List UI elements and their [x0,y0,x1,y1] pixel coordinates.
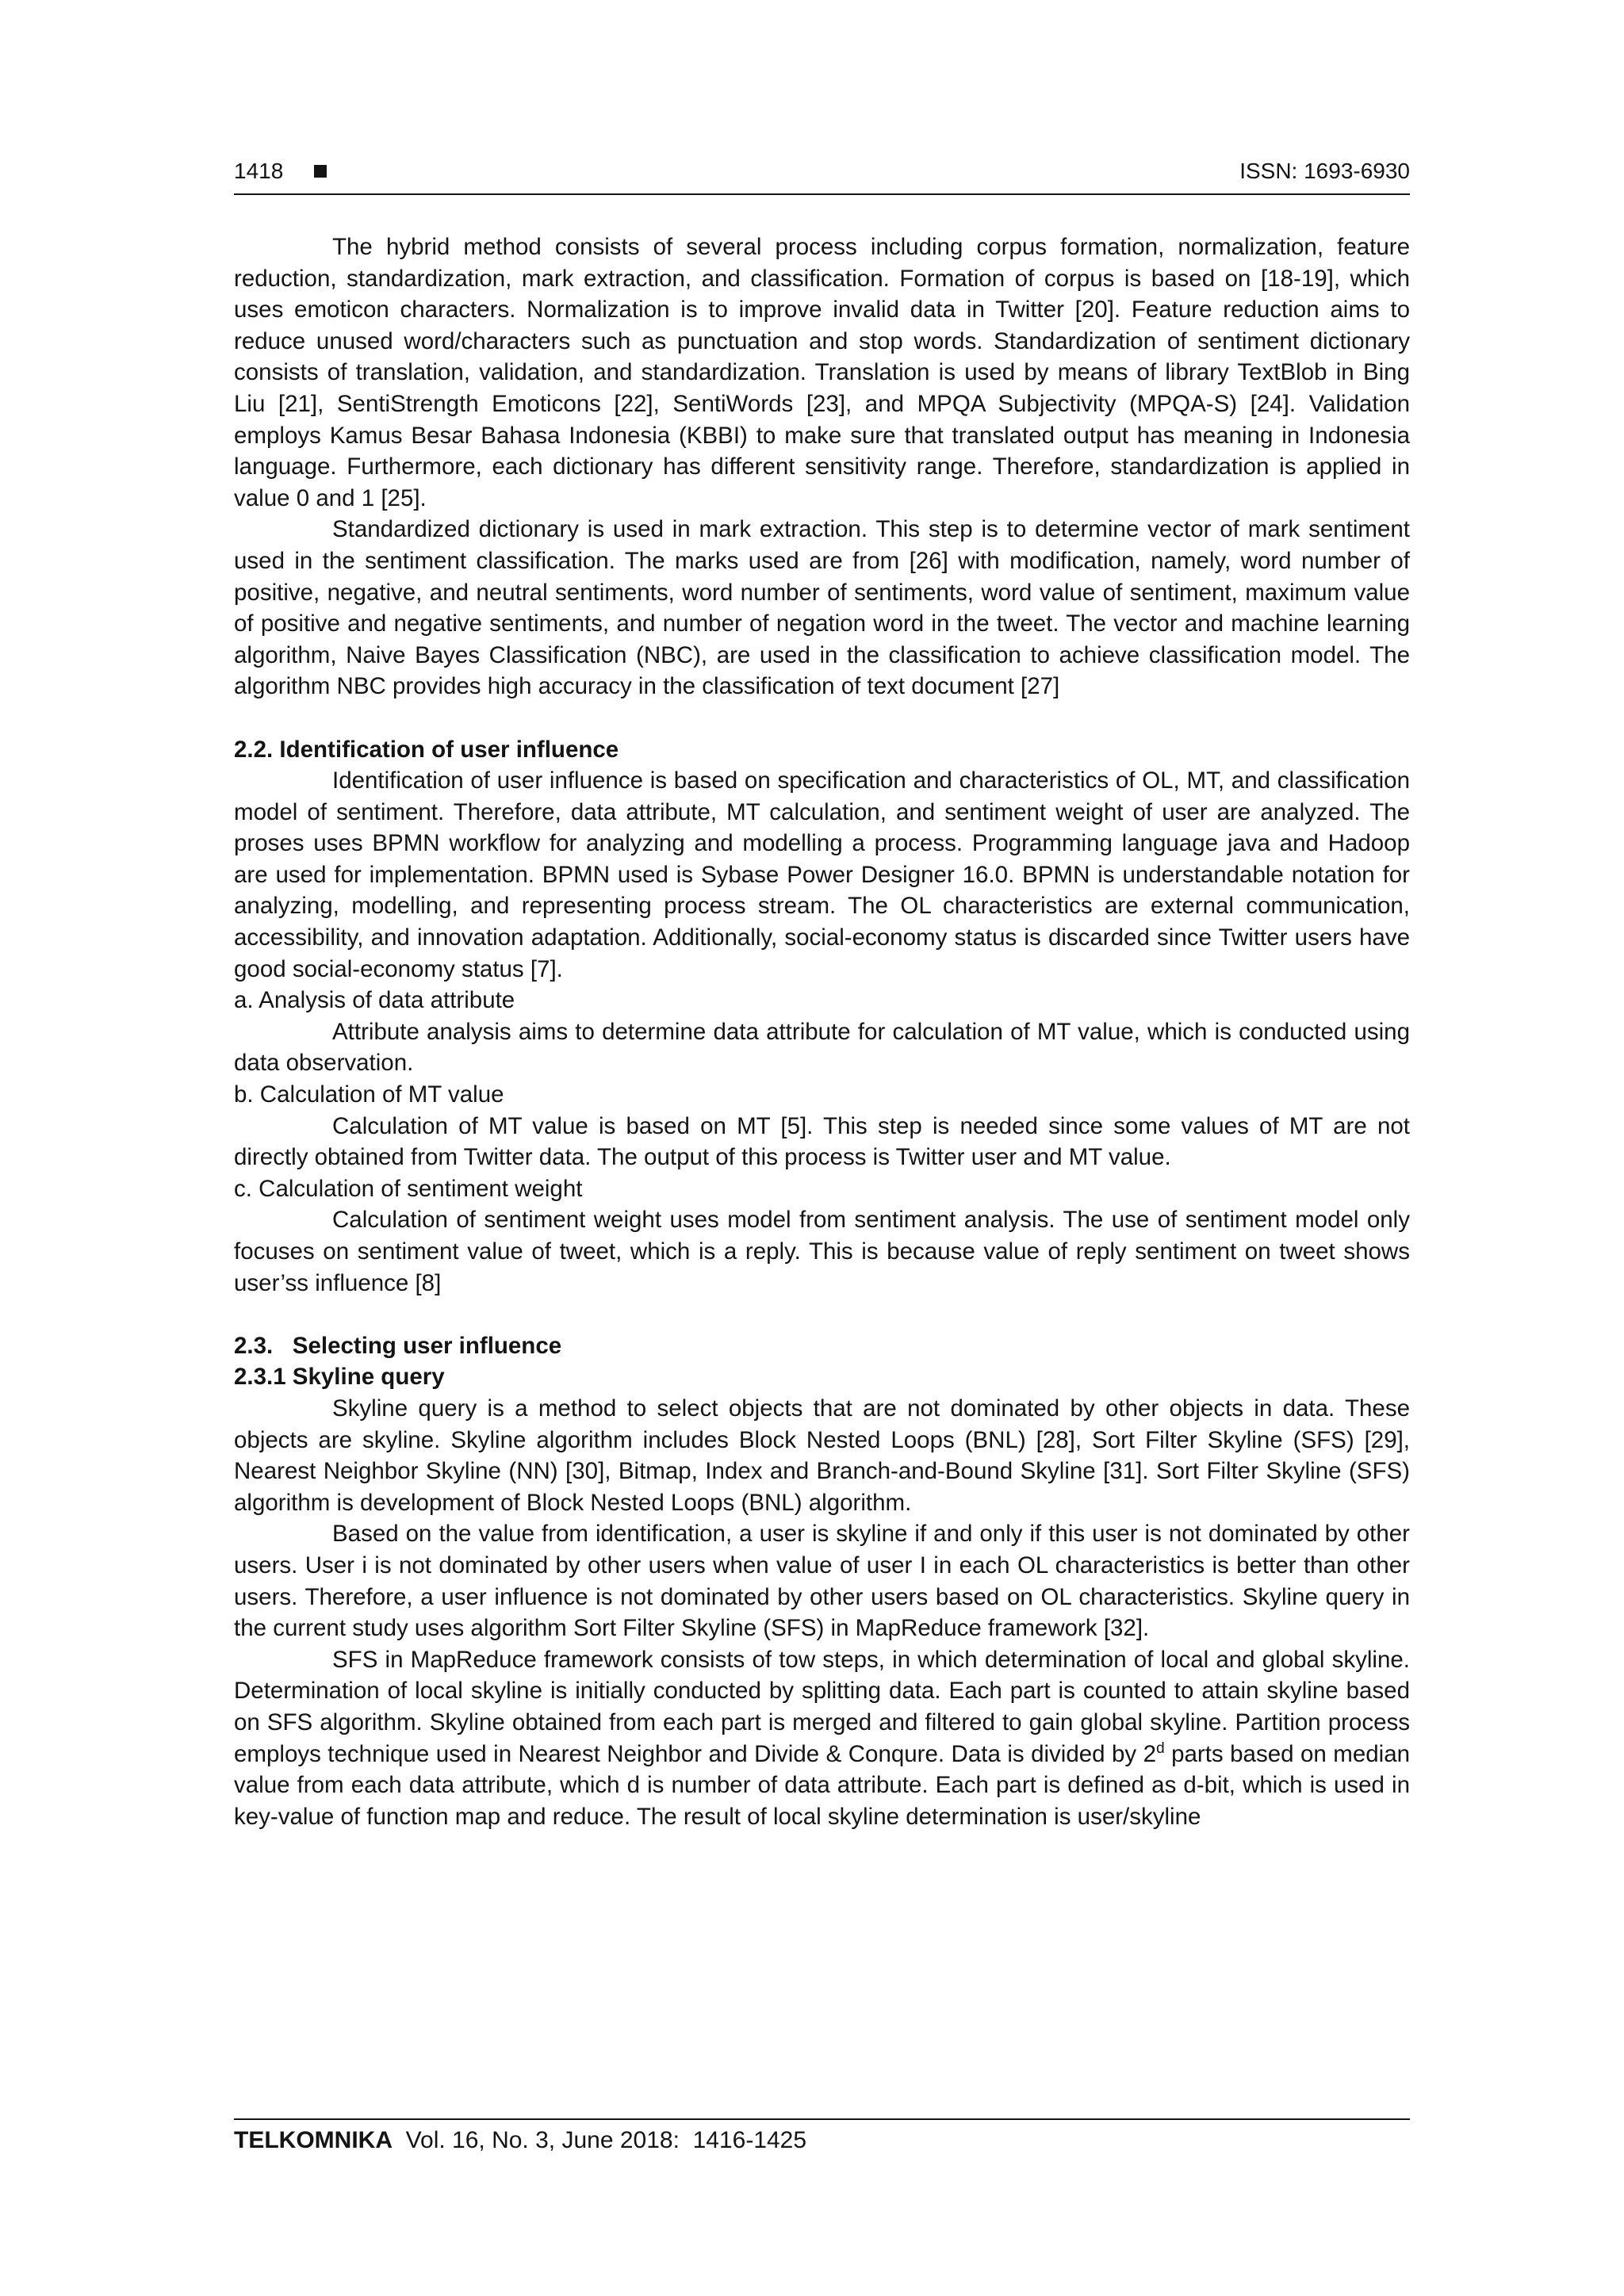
intro-paragraph-1: The hybrid method consists of several process including corpus formation, normalization, feature reduction, standardization, mark extraction, and classification. Formation of corpus is based on [18-19], which uses emoticon characters. Normalization is to improve invalid data in Twitter [20]. Feature reduction aims to reduce unused word/characters such as punctuation and stop words. Standardization of sentiment dictionary consists of translation, validation, and standardization. Translation is used by means of library TextBlob in Bing Liu [21], SentiStrength Emoticons [22], SentiWords [23], and MPQA Subjectivity (MPQA-S) [24]. Validation employs Kamus Besar Bahasa Indonesia (KBBI) to make sure that translated output has meaning in Indonesia language. Furthermore, each dictionary has different sensitivity range. Therefore, standardization is applied in value 0 and 1 [25]. [234,234,1410,511]
skyline-paragraph-1: Skyline query is a method to select objects that are not dominated by other objects in data. These objects are skyline. Skyline algorithm includes Block Nested Loops (BNL) [28], Sort Filter Skyline (SFS) [29], Nearest Neighbor Skyline (NN) [30], Bitmap, Index and Branch-and-Bound Skyline [31]. Sort Filter Skyline (SFS) algorithm is development of Block Nested Loops (BNL) algorithm. [234,1395,1410,1516]
page-footer [234,2125,806,2156]
journal-name: TELKOMNIKA [234,2127,393,2153]
section-heading-2-2: 2.2. Identification of user influence [234,736,619,763]
issn-label: ISSN: 1693-6930 [1239,159,1410,183]
list-item-b-text: Calculation of MT value is based on MT [5]. This step is needed since some values of MT are not directly obtained from Twitter data. The output of this process is Twitter user and MT value. [234,1112,1410,1171]
superscript-d: d [1156,1739,1165,1757]
page-body [234,232,1410,1832]
list-item-c-label: c. Calculation of sentiment weight [234,1175,583,1202]
list-item-a-label: a. Analysis of data attribute [234,987,515,1014]
section-spacer [234,702,1410,734]
black-square-icon [314,165,327,178]
skyline-paragraph-2: Based on the value from identification, a user is skyline if and only if this user is not dominated by other users. User i is not dominated by other users when value of user I in each OL characteristics is better than other users. Therefore, a user influence is not dominated by other users based on OL characteristics. Skyline query in the current study uses algorithm Sort Filter Skyline (SFS) in MapReduce framework [32]. [234,1521,1410,1642]
skyline-paragraph-3-part-1: SFS in MapReduce framework consists of tow steps, in which determination of local and global skyline. Determination of local skyline is initially conducted by splitting data. Each part is counted to attain skyline based on SFS algorithm. Skyline obtained from each part is merged and filtered to gain global skyline. Partition process employs technique used in Nearest Neighbor and Divide & Conqure. Data is divided by 2 [234,1646,1410,1767]
intro-paragraph-2: Standardized dictionary is used in mark extraction. This step is to determine vector of mark sentiment used in the sentiment classification. The marks used are from [26] with modification, namely, word number of positive, negative, and neutral sentiments, word number of sentiments, word value of sentiment, maximum value of positive and negative sentiments, and number of negation word in the tweet. The vector and machine learning algorithm, Naive Bayes Classification (NBC), are used in the classification to achieve classification model. The algorithm NBC provides high accuracy in the classification of text document [27] [234,516,1410,700]
subsection-heading-2-3-1: 2.3.1 Skyline query [234,1364,445,1391]
list-item-b-label: b. Calculation of MT value [234,1081,504,1108]
skyline-paragraph-3-part-2: parts based on median value from each data attribute, which d is number of data attribute. Each part is defined as d-bit, which is used in key-value of function map and reduce. The result of local skyline determination is user/skyline [234,1740,1411,1830]
section-heading-2-3: 2.3. Selecting user influence [234,1332,562,1359]
page-number: 1418 [234,159,284,183]
list-item-a-text: Attribute analysis aims to determine data attribute for calculation of MT value, which is conducted using data observation. [234,1018,1410,1077]
page-header [234,155,1410,193]
section-2-2-paragraph: Identification of user influence is based on specification and characteristics of OL, MT, and classification model of sentiment. Therefore, data attribute, MT calculation, and sentiment weight of user are analyzed. The proses uses BPMN workflow for analyzing and modelling a process. Programming language java and Hadoop are used for implementation. BPMN used is Sybase Power Designer 16.0. BPMN is understandable notation for analyzing, modelling, and representing process stream. The OL characteristics are external communication, accessibility, and innovation adaptation. Additionally, social-economy status is discarded since Twitter users have good social-economy status [7]. [234,767,1410,982]
footer-divider [234,2118,1410,2120]
section-spacer [234,1299,1410,1330]
list-item-c-text: Calculation of sentiment weight uses model from sentiment analysis. The use of sentiment model only focuses on sentiment value of tweet, which is a reply. This is because value of reply sentiment on tweet shows user’ss influence [8] [234,1207,1410,1296]
skyline-paragraph-3 [234,1644,1410,1833]
header-divider [234,193,1410,195]
journal-citation: Vol. 16, No. 3, June 2018: 1416-1425 [405,2127,807,2153]
